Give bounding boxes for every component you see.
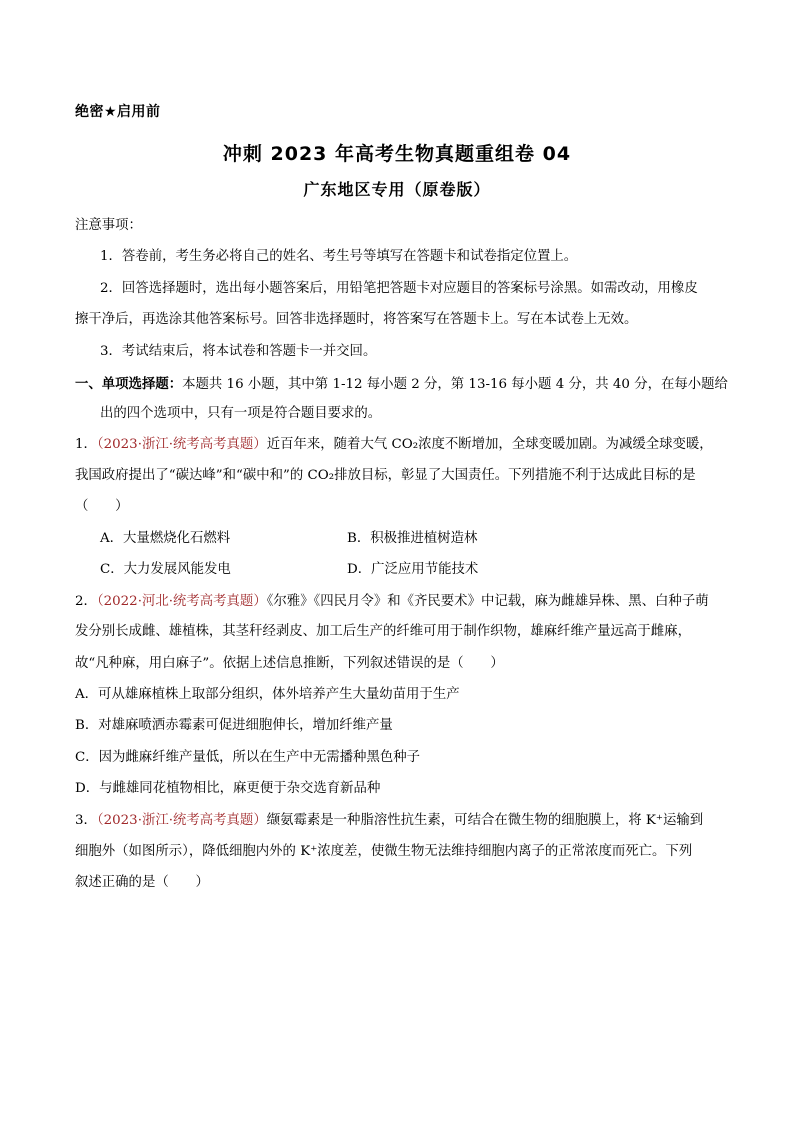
question-2-line-2: 发分别长成雌、雄植株，其茎秆经剥皮、加工后生产的纤维可用于制作织物，雄麻纤维产量远高于雌麻， — [75, 624, 691, 639]
notes-heading: 注意事项： — [75, 218, 142, 233]
notes-item-2-line-1: 2．回答选择题时，选出每小题答案后，用铅笔把答题卡对应题目的答案标号涂黑。如需改动，用橡皮 — [100, 281, 698, 296]
question-3-text: 缬氨霉素是一种脂溶性抗生素，可结合在微生物的细胞膜上，将 K⁺运输到 — [266, 813, 704, 828]
question-2-source: （2022·河北·统考高考真题） — [96, 594, 267, 609]
question-2-text: 《尔雅》《四民月令》和《齐民要术》中记载，麻为雌雄异株、黑、白种子萌 — [266, 594, 709, 609]
section-heading-line-1 — [75, 375, 728, 394]
question-1-number: 1． — [75, 437, 97, 452]
question-1-line-1 — [75, 436, 713, 454]
confidential-label: 绝密★启用前 — [75, 104, 161, 120]
question-1-text: 近百年来，随着大气 CO₂浓度不断增加，全球变暖加剧。为减缓全球变暖， — [266, 437, 713, 452]
question-2-line-1 — [75, 593, 709, 611]
page-title: 冲刺 2023 年高考生物真题重组卷 04 — [222, 143, 572, 165]
question-1-line-3: （ ） — [75, 499, 129, 514]
notes-item-1: 1．答卷前，考生务必将自己的姓名、考生号等填写在答题卡和试卷指定位置上。 — [100, 249, 578, 264]
question-2-option-b: B．对雄麻喷洒赤霉素可促进细胞伸长，增加纤维产量 — [75, 718, 393, 733]
question-2-line-3: 故“凡种麻，用白麻子”。依据上述信息推断，下列叙述错误的是（ ） — [75, 656, 504, 671]
question-1-option-c: C．大力发展风能发电 — [100, 562, 231, 577]
question-3-number: 3． — [75, 813, 97, 828]
question-1-option-d: D．广泛应用节能技术 — [347, 562, 479, 577]
page-subtitle: 广东地区专用（原卷版） — [303, 180, 491, 199]
notes-item-3: 3．考试结束后，将本试卷和答题卡一并交回。 — [100, 344, 377, 359]
section-prefix: 一、单项选择题： — [75, 376, 183, 392]
question-1-option-b: B．积极推进植树造林 — [347, 531, 478, 546]
question-3-line-2: 细胞外（如图所示），降低细胞内外的 K⁺浓度差，使微生物无法维持细胞内离子的正常浓度而死亡。下列 — [75, 844, 693, 859]
question-1-source: （2023·浙江·统考高考真题） — [96, 437, 267, 452]
section-heading-line-2: 出的四个选项中，只有一项是符合题目要求的。 — [100, 406, 382, 421]
question-2-option-a: A．可从雄麻植株上取部分组织，体外培养产生大量幼苗用于生产 — [75, 687, 460, 702]
question-3-line-1 — [75, 812, 703, 830]
question-3-source: （2023·浙江·统考高考真题） — [96, 813, 267, 828]
section-instructions: 本题共 16 小题，其中第 1-12 每小题 2 分，第 13-16 每小题 4 分，共 40 分，在每小题给 — [182, 377, 728, 392]
notes-item-2-line-2: 擦干净后，再选涂其他答案标号。回答非选择题时，将答案写在答题卡上。写在本试卷上无效。 — [75, 312, 638, 327]
question-3-line-3: 叙述正确的是（ ） — [75, 875, 209, 890]
question-2-option-d: D．与雌雄同花植物相比，麻更便于杂交选育新品种 — [75, 781, 381, 796]
question-1-option-a: A．大量燃烧化石燃料 — [100, 531, 231, 546]
question-2-number: 2． — [75, 594, 97, 609]
question-2-option-c: C．因为雌麻纤维产量低，所以在生产中无需播种黑色种子 — [75, 750, 421, 765]
question-1-line-2: 我国政府提出了“碳达峰”和“碳中和”的 CO₂排放目标，彰显了大国责任。下列措施不利于达成此目标的是 — [75, 468, 696, 483]
